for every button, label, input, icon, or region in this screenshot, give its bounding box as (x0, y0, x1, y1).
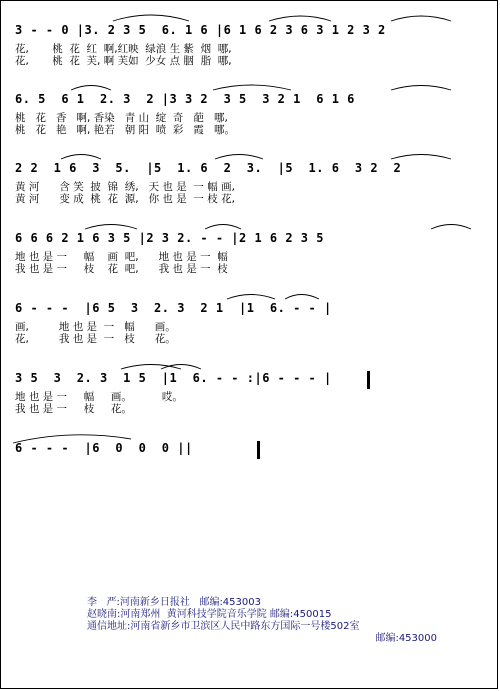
lyric-verse-1: 画, 地 也 是 一 幅 画。 (15, 321, 176, 333)
credits-block (87, 597, 487, 645)
lyric-verse-2: 我 也 是 一 枝 花 吧, 我 也 是 一 枝 (15, 263, 228, 275)
lyric-verse-1: 地 也 是 一 幅 画 吧, 地 也 是 一 幅 (15, 251, 228, 263)
notes-line: 3 - - 0 |3. 2 3 5 6. 1 6 |6 1 6 2 3 6 3 1 2 3 2 (15, 23, 386, 37)
slur-mark (391, 86, 451, 91)
slur-mark (161, 365, 201, 370)
slur-mark (213, 85, 291, 90)
slur-mark (121, 365, 181, 370)
slur-mark (285, 295, 319, 300)
notes-line: 6 6 6 2 1 6 3 5 |2 3 2. - - |2 1 6 2 3 5 (15, 231, 324, 245)
slur-mark (215, 155, 263, 160)
lyric-verse-1: 地 也 是 一 幅 画。 哎。 (15, 391, 183, 403)
slur-mark (431, 225, 471, 230)
notes-line: 6 - - - |6 5 3 2. 3 2 1 |1 6. - - | (15, 301, 332, 315)
lyric-verse-1: 黄 河 含 笑 披 锦 绣, 天 也 是 一 幅 画, (15, 181, 235, 193)
slur-mark (205, 225, 241, 230)
credit-lyricist: 李 严:河南新乡日报社 邮编:453003 (87, 597, 261, 608)
lyric-verse-2: 我 也 是 一 枝 花。 (15, 403, 132, 415)
lyric-verse-2: 花, 桃 花 芙, 啊 芙如 少女 点 胭 脂 哪, (15, 55, 232, 67)
slur-mark (391, 16, 451, 21)
credit-postcode: 邮编:453000 (375, 633, 437, 644)
credit-composer: 赵晓南:河南郑州 黄河科技学院音乐学院 邮编:450015 (87, 609, 332, 620)
slur-mark (269, 16, 331, 21)
slur-mark (227, 295, 275, 300)
notes-line: 2 2 1 6 3 5. |5 1. 6 2 3. |5 1. 6 3 2 2 (15, 161, 402, 175)
lyric-verse-2: 桃 花 艳 啊, 艳若 朝 阳 喷 彩 霞 哪。 (15, 124, 235, 136)
slur-mark (85, 225, 137, 230)
notes-line: 3 5 3 2. 3 1 5 |1 6. - - :|6 - - - | (15, 371, 332, 385)
lyric-verse-1: 桃 花 香 啊, 香染 青 山 绽 奇 葩 哪, (15, 112, 228, 124)
lyric-verse-2: 黄 河 变 成 桃 花 源, 你 也 是 一 枝 花, (15, 193, 235, 205)
slur-mark (391, 155, 451, 160)
notes-line: 6 - - - |6 0 0 0 || (15, 441, 193, 455)
lyric-verse-2: 花, 我 也 是 一 枝 花。 (15, 333, 176, 345)
credit-address: 通信地址:河南省新乡市卫滨区人民中路东方国际一号楼502室 (87, 621, 360, 632)
notes-line: 6. 5 6 1 2. 3 2 |3 3 2 3 5 3 2 1 6 1 6 (15, 92, 355, 106)
slur-mark (61, 155, 101, 160)
slur-mark (71, 86, 111, 91)
lyric-verse-1: 花, 桃 花 红 啊,红映 绿浪 生 紫 烟 哪, (15, 43, 232, 55)
slur-mark (113, 15, 189, 21)
